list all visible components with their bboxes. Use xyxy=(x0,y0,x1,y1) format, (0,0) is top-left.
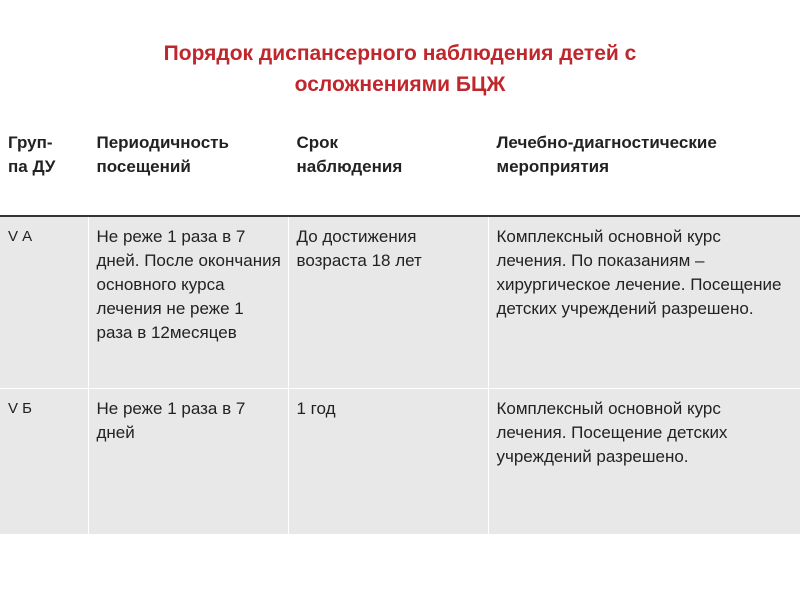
cell-term: До достижения возраста 18 лет xyxy=(288,216,488,389)
header-measures-line-2: мероприятия xyxy=(496,157,610,176)
header-group-line-1: Груп- xyxy=(8,133,53,152)
header-group-line-2: па ДУ xyxy=(8,157,56,176)
page-title-line-2: осложнениями БЦЖ xyxy=(294,73,506,96)
cell-term: 1 год xyxy=(288,389,488,535)
header-group xyxy=(0,121,88,216)
table-header-row xyxy=(0,121,800,216)
header-frequency-line-2: посещений xyxy=(96,157,191,176)
header-term-line-2: наблюдения xyxy=(296,157,403,176)
header-term xyxy=(288,121,488,216)
cell-measures: Комплексный основной курс лечения. По показаниям – хирургическое лечение. Посещение детских учреждений разрешено. xyxy=(488,216,800,389)
header-frequency xyxy=(88,121,288,216)
cell-group: V Б xyxy=(0,389,88,535)
cell-group: V А xyxy=(0,216,88,389)
cell-frequency: Не реже 1 раза в 7 дней. После окончания основного курса лечения не реже 1 раза в 12месяцев xyxy=(88,216,288,389)
header-term-line-1: Срок xyxy=(296,133,339,152)
page-title-line-1: Порядок диспансерного наблюдения детей с xyxy=(163,42,637,65)
header-measures-line-1: Лечебно-диагностические xyxy=(496,133,717,152)
table-row-vb xyxy=(0,389,800,535)
page-title xyxy=(0,38,800,100)
cell-measures: Комплексный основной курс лечения. Посещение детских учреждений разрешено. xyxy=(488,389,800,535)
table-row-va xyxy=(0,216,800,389)
observation-table xyxy=(0,121,800,535)
header-frequency-line-1: Периодичность xyxy=(96,133,229,152)
header-measures xyxy=(488,121,800,216)
cell-frequency: Не реже 1 раза в 7 дней xyxy=(88,389,288,535)
